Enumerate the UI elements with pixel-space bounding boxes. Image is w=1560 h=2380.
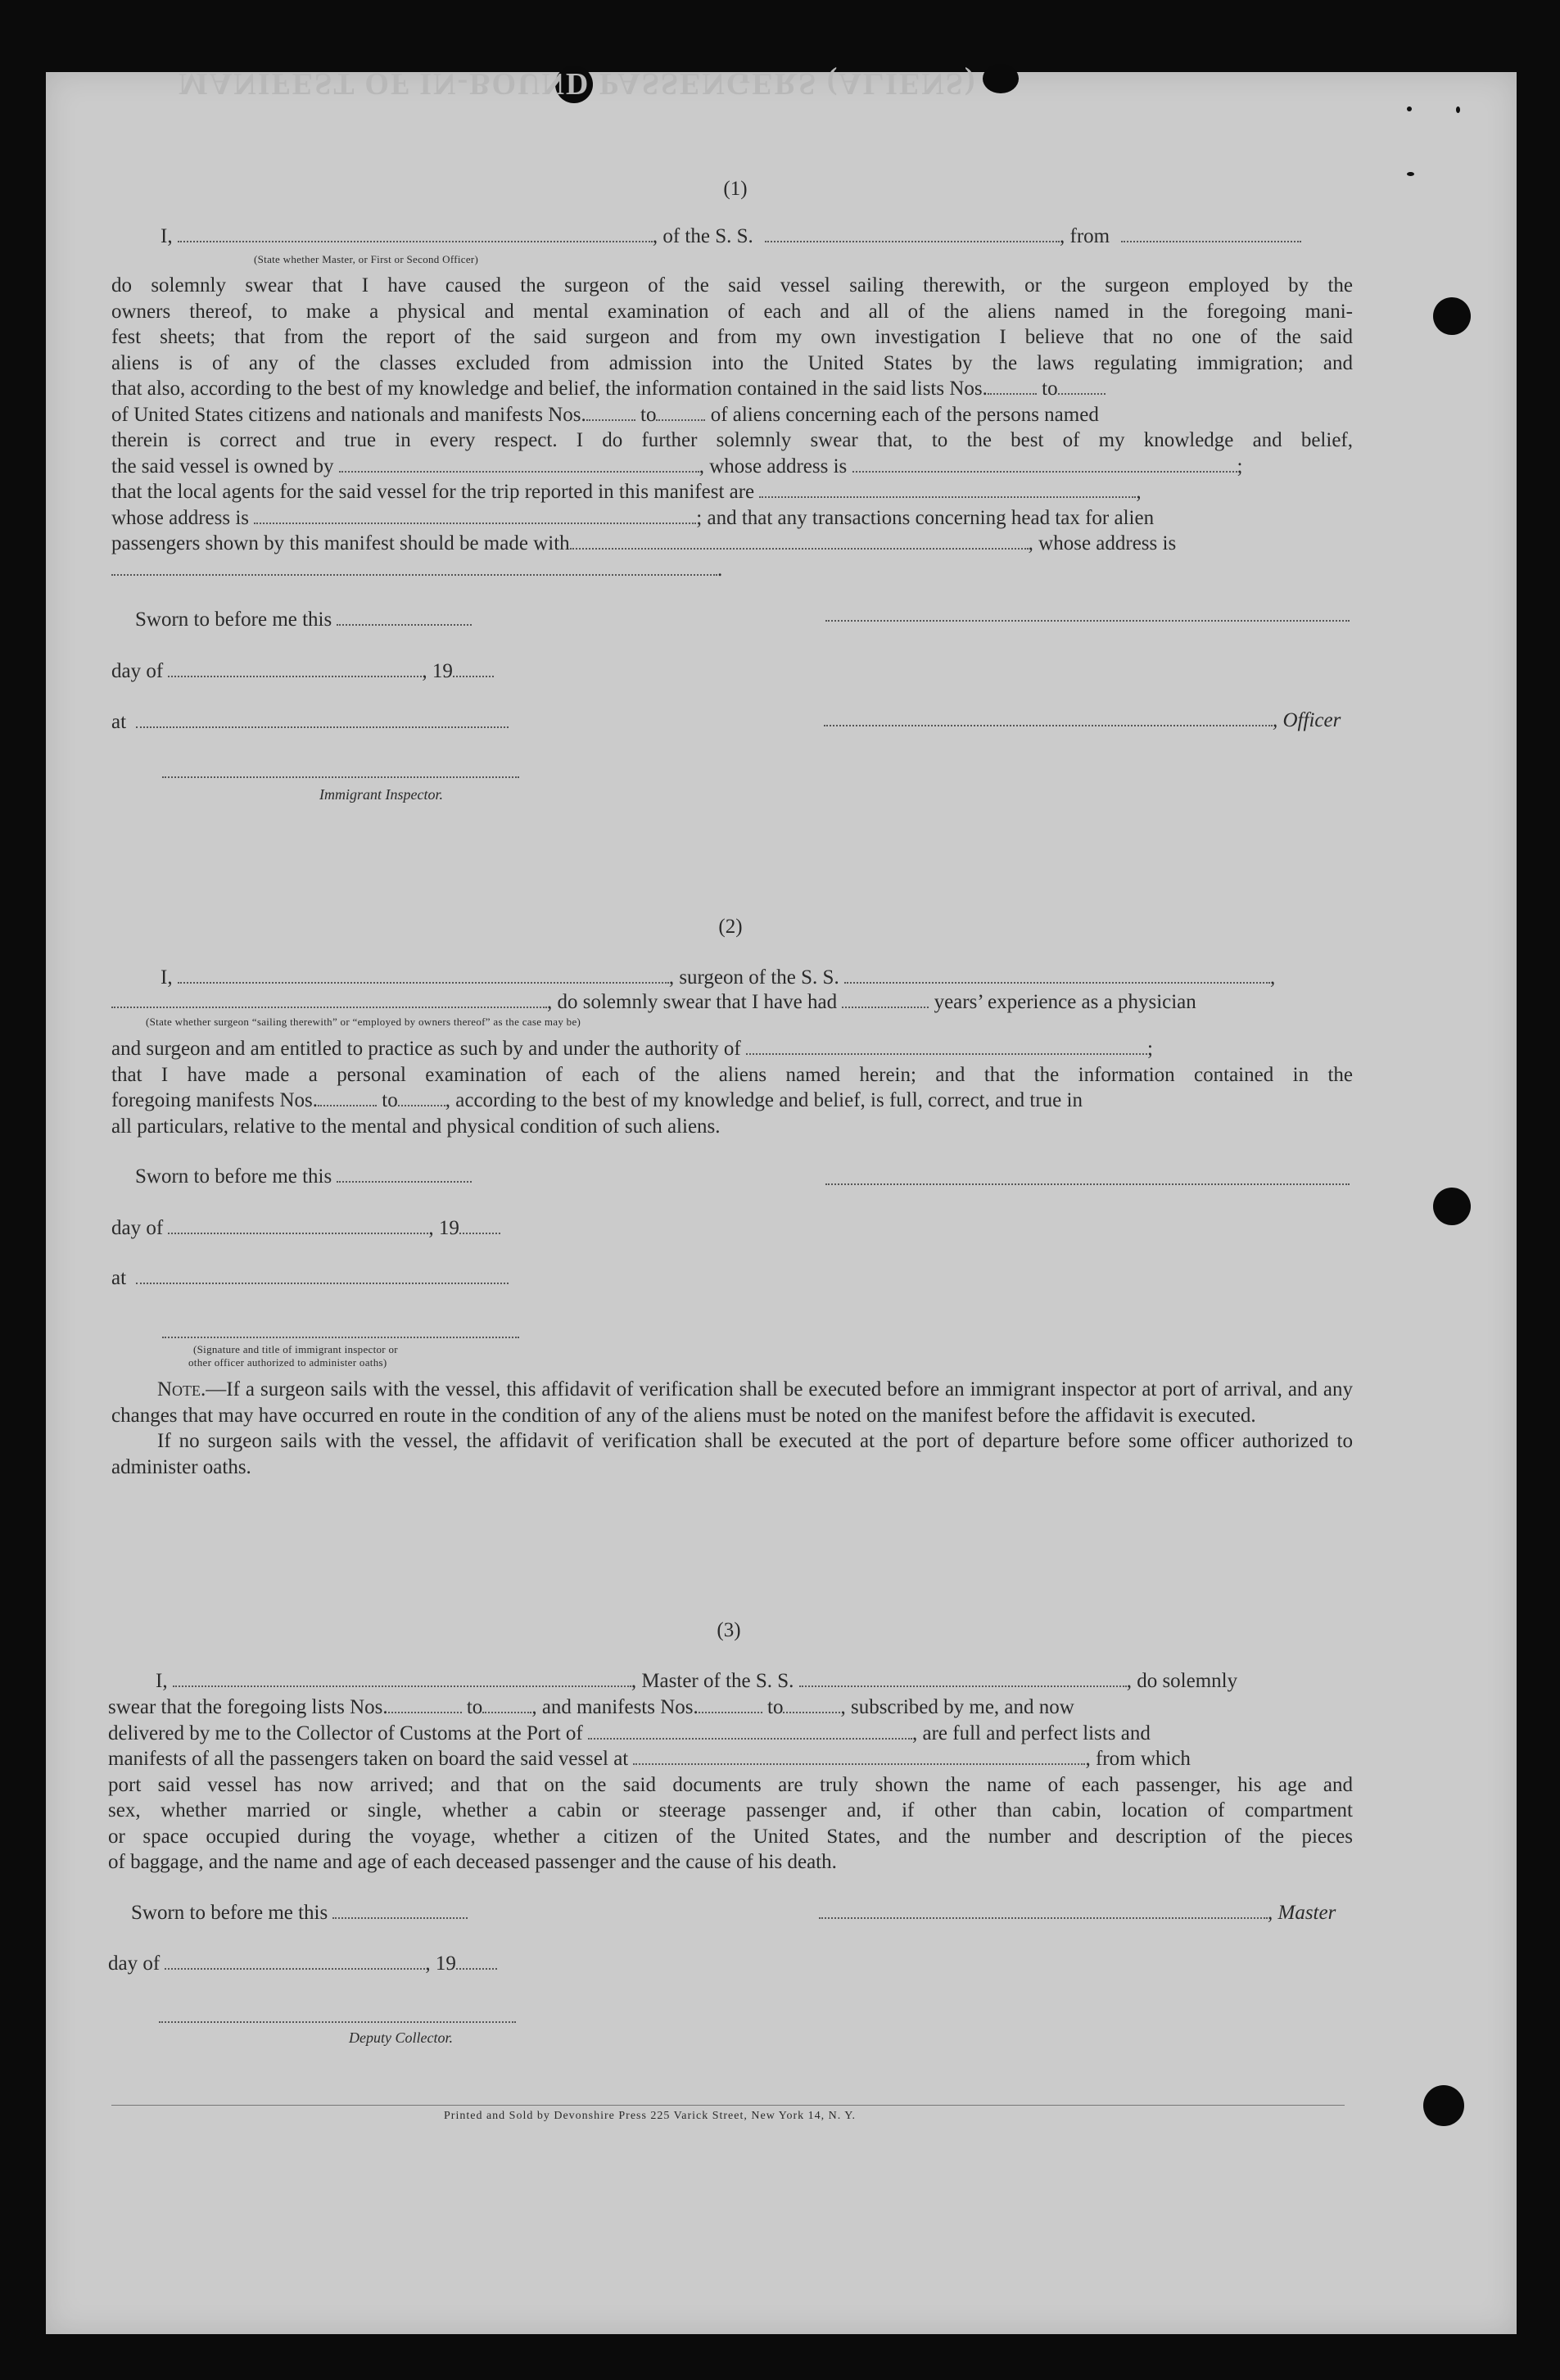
section-2-signature-line: [825, 1183, 1350, 1185]
section-3-line-1: I, , Master of the S. S. , do solemnly: [156, 1670, 1238, 1692]
section-2-caption: (State whether surgeon “sailing therewith” or “employed by owners thereof” as the case may be): [146, 1016, 581, 1028]
section-2-note: Note.—If a surgeon sails with the vessel, this affidavit of verification shall be executed before an immigrant inspector at port of arrival, and any changes that may have occurred en route in the condition of any of the aliens must be noted on the manifest before the affidavit is executed. If no surgeon sails with the vessel, the affidavit of verification shall be executed at the port of departure before some officer authorized to administer oaths.: [111, 1378, 1353, 1478]
section-3-day-of: day of , 19: [108, 1952, 497, 1975]
section-2-sig-caption-1: (Signature and title of immigrant inspector or: [193, 1343, 398, 1355]
section-3-paragraph: swear that the foregoing lists Nos. to , and manifests Nos. to , subscribed by me, and now delivered by me to the Collector of Customs at the Port of , are full and perfect lists and manifests of all the passengers taken on board the said vessel at , from which port said vessel has now arrived; and that on the said documents are truly shown the name of each passenger, his age and sex, whether married or single, whether a cabin or steerage passenger and, if other than cabin, location of compartment or space occupied during the voyage, whether a citizen of the United States, and the number and description of the pieces of baggage, and the name and age of each deceased passenger and the cause of his death.: [108, 1696, 1353, 1873]
section-1-inspector-caption: Immigrant Inspector.: [319, 786, 443, 803]
section-2-line-2: , do solemnly swear that I have had years’ experience as a physician: [111, 991, 1196, 1014]
section-2-line-1: I, , surgeon of the S. S. ,: [161, 966, 1276, 989]
section-3-number: (3): [717, 1619, 741, 1641]
binder-hole-right-2: [1433, 1188, 1471, 1225]
section-1-paragraph: do solemnly swear that I have caused the surgeon of the said vessel sailing therewith, or the surgeon employed by the owners thereof, to make a physical and mental examination of each and all of the aliens named in the foregoing mani- fest sheets; that from the report of the said surgeon and from my own investigation I believe that no one of the said aliens is of any of the classes excluded from admission into the United States by the laws regulating immigration; and that also, according to the best of my knowledge and belief, the information contained in the said lists Nos. to of United States citizens and nationals and manifests Nos. to of aliens concerning each of the persons named therein is correct and true in every respect. I do further solemnly swear that, to the best of my knowledge and belief, the said vessel is owned by , whose address is ; that the local agents for the said vessel for the trip reported in this manifest are , whose address is ; and that any transactions concerning head tax for alien passengers shown by this manifest should be made with , whose address is .: [111, 274, 1353, 581]
section-2-at: at: [111, 1267, 509, 1290]
section-2-sig-caption-2: other officer authorized to administer oaths): [188, 1356, 387, 1369]
section-1-line-1: I, , of the S. S. , from: [161, 225, 1353, 248]
scan-speck: [1407, 106, 1412, 111]
section-2-sworn: Sworn to before me this: [135, 1165, 472, 1188]
section-1-number: (1): [723, 178, 748, 200]
footer-printer-text: Printed and Sold by Devonshire Press 225 Varick Street, New York 14, N. Y.: [444, 2110, 857, 2122]
section-2-day-of: day of , 19: [111, 1217, 500, 1240]
bleed-through-text: MANIFEST OF IN-BOUND PASSENGERS (ALIENS): [179, 66, 977, 101]
section-2-paragraph: and surgeon and am entitled to practice as such by and under the authority of ; that I have made a personal examination of each of the aliens named herein; and that the information contained in the foregoing manifests Nos. to , according to the best of my knowledge and belief, is full, correct, and true in all particulars, relative to the mental and physical condition of such aliens.: [111, 1038, 1353, 1138]
section-1-sworn: Sworn to before me this: [135, 609, 472, 631]
scan-speck: [1407, 172, 1414, 176]
section-3-deputy-caption: Deputy Collector.: [349, 2029, 453, 2046]
section-3-sworn: Sworn to before me this: [131, 1902, 468, 1925]
section-3-deputy-signature-line: [159, 2021, 516, 2023]
section-2-number: (2): [718, 916, 743, 938]
section-1-inspector-signature-line: [162, 776, 519, 778]
section-1-at: at: [111, 711, 509, 734]
section-1-officer-signature-line-1: [825, 620, 1350, 622]
section-1-officer-line: , Officer: [824, 709, 1341, 732]
section-2-inspector-signature-line: [162, 1337, 519, 1338]
scan-speck: [1456, 106, 1460, 113]
section-1-caption: (State whether Master, or First or Second Officer): [254, 253, 479, 265]
section-1-day-of: day of , 19: [111, 660, 494, 683]
binder-hole-right-1: [1433, 297, 1471, 335]
footer-rule: [111, 2105, 1345, 2106]
binder-hole-top-right: [983, 64, 1019, 93]
section-3-master-line: , Master: [819, 1902, 1336, 1925]
binder-hole-right-3: [1423, 2085, 1464, 2126]
